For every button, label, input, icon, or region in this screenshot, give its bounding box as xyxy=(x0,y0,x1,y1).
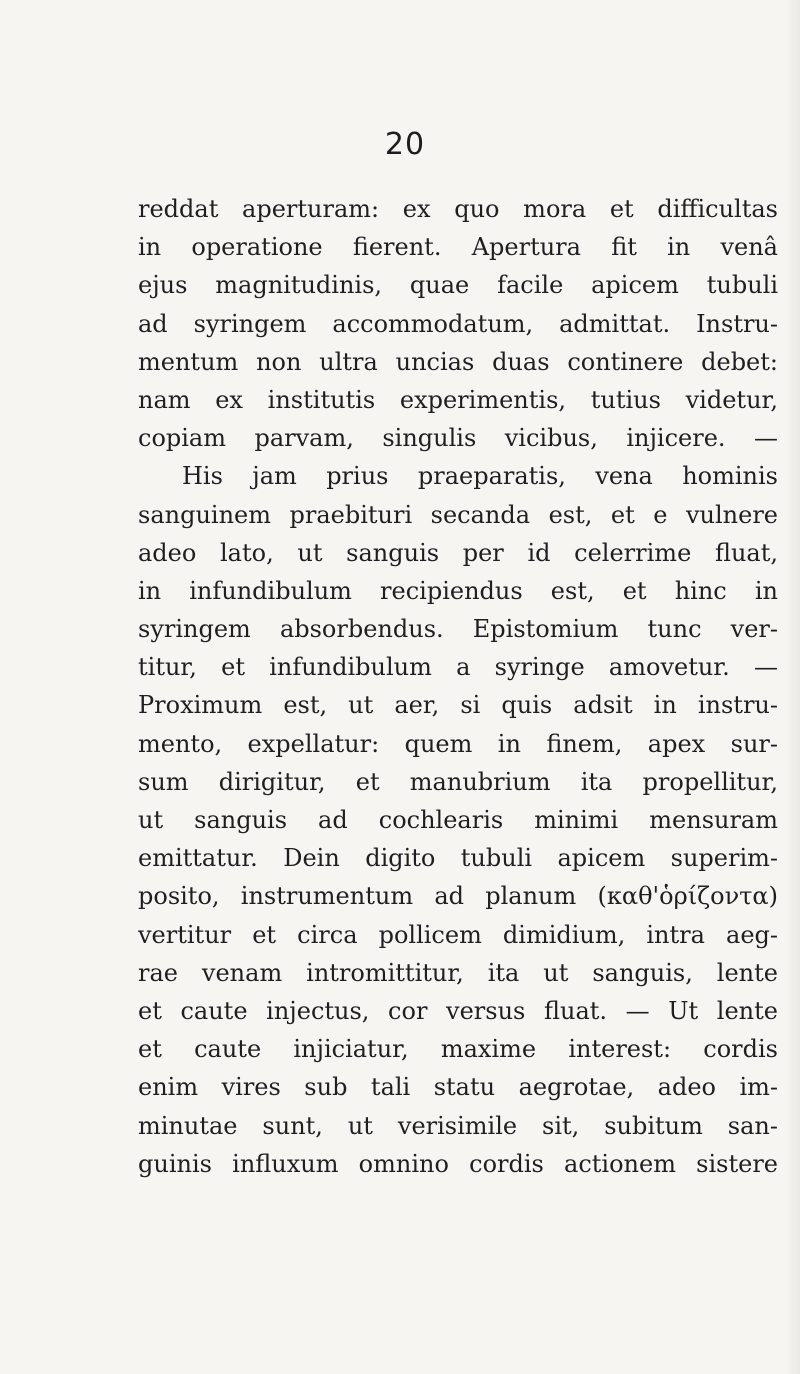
text-line: titur, et infundibulum a syringe amovetur. — xyxy=(138,653,778,682)
text-line: ut sanguis ad cochlearis minimi mensuram xyxy=(138,806,778,834)
text-line: copiam parvam, singulis vicibus, injicere. — xyxy=(138,424,778,453)
text-line: adeo lato, ut sanguis per id celerrime fluat, xyxy=(138,538,778,567)
text-line: nam ex institutis experimentis, tutius videtur, xyxy=(138,385,778,414)
text-line: ad syringem accommodatum, admittat. Instru- xyxy=(138,309,778,338)
text-line: posito, instrumentum ad planum (καθ'ὁρίζοντα) xyxy=(138,882,778,911)
text-line: rae venam intromittitur, ita ut sanguis, lente xyxy=(138,958,778,987)
text-line: et caute injiciatur, maxime interest: cordis xyxy=(138,1035,778,1064)
text-line: sum dirigitur, et manubrium ita propellitur, xyxy=(138,767,778,796)
body-text xyxy=(138,190,778,1183)
text-line: et caute injectus, cor versus fluat. — Ut lente xyxy=(138,996,778,1025)
text-line: sanguinem praebituri secanda est, et e vulnere xyxy=(138,500,778,529)
text-line: enim vires sub tali statu aegrotae, adeo im- xyxy=(138,1073,778,1102)
text-line: His jam prius praeparatis, vena hominis xyxy=(182,462,778,491)
text-line: emittatur. Dein digito tubuli apicem superim- xyxy=(138,844,778,873)
text-line: mentum non ultra uncias duas continere debet: xyxy=(138,347,778,376)
text-line: vertitur et circa pollicem dimidium, intra aeg- xyxy=(138,920,778,949)
page-edge-shadow xyxy=(786,0,800,1374)
text-line: mento, expellatur: quem in finem, apex sur- xyxy=(138,729,778,758)
text-line: in operatione fierent. Apertura fit in venâ xyxy=(138,233,778,262)
text-line: in infundibulum recipiendus est, et hinc in xyxy=(138,576,778,605)
text-line: ejus magnitudinis, quae facile apicem tubuli xyxy=(138,271,778,300)
page-number: 20 xyxy=(384,127,426,162)
text-line: syringem absorbendus. Epistomium tunc ver- xyxy=(138,615,778,644)
text-line: guinis influxum omnino cordis actionem sistere xyxy=(138,1149,778,1178)
text-line: minutae sunt, ut verisimile sit, subitum san- xyxy=(138,1111,778,1140)
text-line: Proximum est, ut aer, si quis adsit in instru- xyxy=(138,691,778,720)
text-line: reddat aperturam: ex quo mora et difficultas xyxy=(138,195,778,223)
